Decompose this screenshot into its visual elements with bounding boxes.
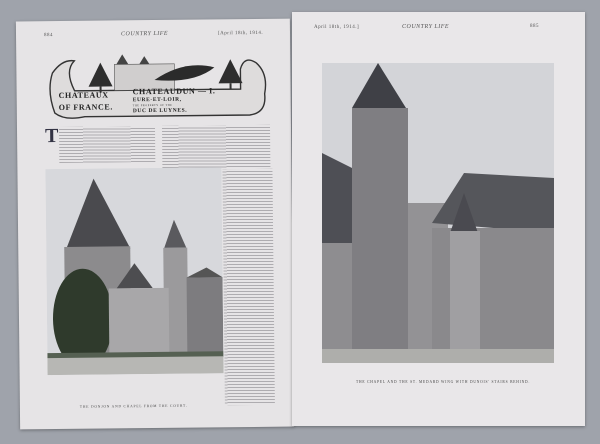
issue-date: April 18th, 1914.] — [314, 25, 360, 30]
body-text-column-2 — [162, 125, 270, 170]
running-head: COUNTRY LIFE — [120, 30, 169, 38]
article-location: EURE-ET-LOIR, — [132, 96, 182, 104]
right-page — [292, 12, 585, 426]
photo-caption: THE DONJON AND CHAPEL FROM THE COURT. — [79, 403, 188, 409]
drop-cap: T — [44, 125, 59, 148]
donjon-photo — [45, 167, 223, 375]
series-title-line2: OF FRANCE. — [58, 102, 113, 113]
article-property-label: THE PROPERTY OF THE — [132, 103, 173, 108]
article-title: CHATEAUDUN — I. — [132, 86, 216, 97]
body-text-column-3 — [222, 169, 274, 406]
running-head: COUNTRY LIFE — [402, 24, 450, 30]
page-number: 885 — [530, 24, 539, 29]
article-owner: DUC DE LUYNES. — [132, 107, 188, 115]
photo-caption: THE CHAPEL AND THE ST. MEDARD WING WITH DUNOIS' STAIRS BEHIND. — [356, 380, 531, 384]
left-page — [16, 19, 294, 430]
body-text-column-1 — [59, 126, 155, 163]
issue-date: [April 18th, 1914. — [217, 30, 264, 37]
series-title-line1: CHATEAUX — [58, 90, 109, 101]
chapel-photo — [322, 63, 554, 363]
page-number: 884 — [43, 33, 54, 39]
